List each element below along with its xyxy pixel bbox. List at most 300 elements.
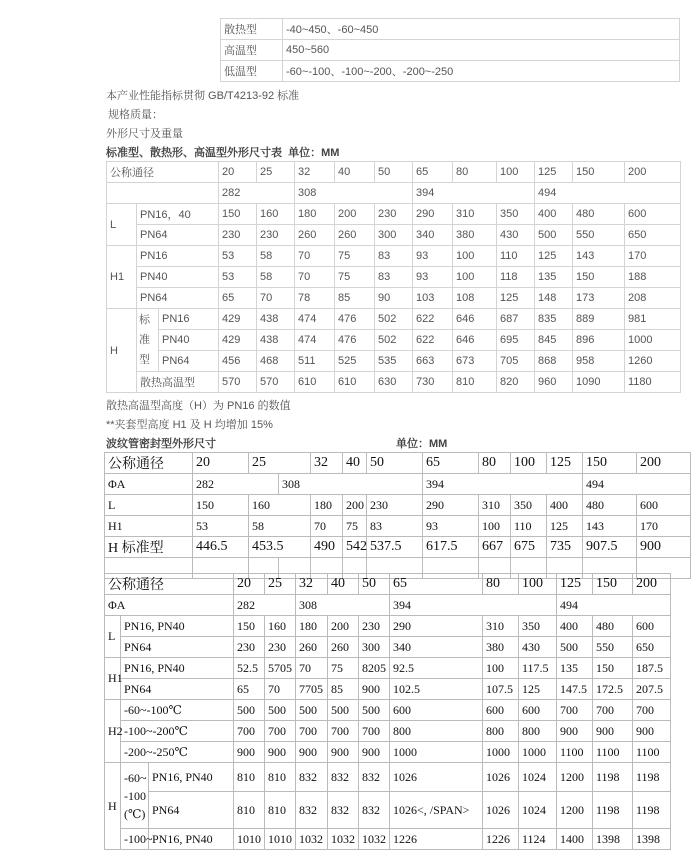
dn-cell: 25: [249, 453, 311, 474]
value-cell: 150: [219, 204, 257, 225]
dn-cell: 125: [535, 162, 573, 183]
phi-label: ΦA: [105, 474, 193, 495]
value-cell: 476: [335, 309, 375, 330]
table-row: [105, 516, 691, 537]
value-cell: 500: [557, 637, 593, 658]
value-cell: 230: [257, 225, 295, 246]
value-cell: 700: [633, 700, 671, 721]
value-cell: 100: [453, 267, 497, 288]
bellows-seal-table: [104, 452, 691, 579]
value-cell: 1398: [633, 829, 671, 850]
phi-cell: 494: [557, 595, 671, 616]
phi-cell: 308: [296, 595, 390, 616]
value-cell: 960: [535, 372, 573, 393]
value-cell: 70: [295, 246, 335, 267]
value-cell: 438: [257, 309, 295, 330]
value-cell: 700: [234, 721, 265, 742]
value-cell: 630: [375, 372, 413, 393]
table-row: [107, 351, 681, 372]
value-cell: 675: [511, 537, 547, 558]
phi-cell: 308: [279, 474, 423, 495]
standard-note: 本产业性能指标贯彻 GB/T4213-92 标准: [106, 90, 300, 102]
value-cell: 1200: [557, 792, 593, 829]
value-cell: 83: [367, 516, 423, 537]
value-cell: 550: [573, 225, 625, 246]
value-cell: 820: [497, 372, 535, 393]
value-cell: 889: [573, 309, 625, 330]
value-cell: 705: [497, 351, 535, 372]
table-row: [105, 453, 691, 474]
dn-cell: 65: [413, 162, 453, 183]
value-cell: 687: [497, 309, 535, 330]
table-row: [107, 246, 681, 267]
value-cell: 1032: [328, 829, 359, 850]
dn-cell: 32: [296, 574, 328, 595]
value-cell: 78: [295, 288, 335, 309]
value-cell: 453.5: [249, 537, 311, 558]
row-label: PN16: [137, 246, 219, 267]
row-label: PN40: [137, 267, 219, 288]
H1-label: H1: [107, 246, 137, 309]
value-cell: 900: [557, 721, 593, 742]
range-cell: 450~560: [283, 40, 680, 61]
value-cell: 70: [265, 679, 296, 700]
table-row: [107, 183, 681, 204]
value-cell: 845: [535, 330, 573, 351]
value-cell: 832: [296, 763, 328, 792]
table-row: [107, 372, 681, 393]
value-cell: 125: [519, 679, 557, 700]
value-cell: 260: [328, 637, 359, 658]
value-cell: 900: [296, 742, 328, 763]
value-cell: 730: [413, 372, 453, 393]
value-cell: 143: [583, 516, 637, 537]
value-cell: 380: [453, 225, 497, 246]
value-cell: 1100: [557, 742, 593, 763]
value-cell: 53: [193, 516, 249, 537]
H1-label: H1: [105, 516, 193, 537]
value-cell: 93: [413, 246, 453, 267]
phi-cell: 282: [193, 474, 279, 495]
value-cell: 100: [483, 658, 519, 679]
value-cell: 8205: [359, 658, 390, 679]
value-cell: 525: [335, 351, 375, 372]
table-row: [105, 829, 671, 850]
table-row: [105, 742, 671, 763]
row-label: PN64: [159, 351, 219, 372]
value-cell: 70: [257, 288, 295, 309]
value-cell: 200: [335, 204, 375, 225]
phi-cell: 394: [413, 183, 535, 204]
value-cell: 958: [573, 351, 625, 372]
dn-cell: 150: [573, 162, 625, 183]
dn-cell: 50: [367, 453, 423, 474]
value-cell: 1032: [296, 829, 328, 850]
value-cell: 147.5: [557, 679, 593, 700]
value-cell: 673: [453, 351, 497, 372]
value-cell: 480: [583, 495, 637, 516]
temperature-type-table: [220, 18, 680, 82]
value-cell: 430: [519, 637, 557, 658]
table-row: [107, 204, 681, 225]
value-cell: 500: [296, 700, 328, 721]
value-cell: 1026<, /SPAN>: [390, 792, 483, 829]
value-cell: 110: [497, 246, 535, 267]
value-cell: 1026: [483, 763, 519, 792]
value-cell: 868: [535, 351, 573, 372]
value-cell: 93: [413, 267, 453, 288]
value-cell: 430: [497, 225, 535, 246]
value-cell: 125: [535, 246, 573, 267]
table-row: [105, 721, 671, 742]
dn-cell: 125: [557, 574, 593, 595]
value-cell: 600: [637, 495, 691, 516]
value-cell: 981: [625, 309, 681, 330]
dn-cell: 100: [497, 162, 535, 183]
dn-cell: 200: [625, 162, 681, 183]
value-cell: 1124: [519, 829, 557, 850]
dn-cell: 150: [593, 574, 633, 595]
value-cell: 310: [483, 616, 519, 637]
value-cell: 476: [335, 330, 375, 351]
row-label: PN16, PN40: [149, 763, 234, 792]
value-cell: 832: [296, 792, 328, 829]
value-cell: 300: [359, 637, 390, 658]
table3-title: 波纹管密封型外形尺寸: [106, 438, 216, 450]
value-cell: 160: [257, 204, 295, 225]
value-cell: 400: [557, 616, 593, 637]
low-temperature-table: [104, 573, 671, 850]
value-cell: 570: [257, 372, 295, 393]
value-cell: 835: [535, 309, 573, 330]
value-cell: 646: [453, 330, 497, 351]
value-cell: 380: [483, 637, 519, 658]
value-cell: 907.5: [583, 537, 637, 558]
value-cell: 1198: [593, 763, 633, 792]
value-cell: 1026: [483, 792, 519, 829]
value-cell: 446.5: [193, 537, 249, 558]
value-cell: 1400: [557, 829, 593, 850]
type-cell: 高温型: [221, 40, 283, 61]
table-row: [107, 288, 681, 309]
value-cell: 542: [343, 537, 367, 558]
value-cell: 468: [257, 351, 295, 372]
value-cell: 53: [219, 267, 257, 288]
value-cell: 58: [257, 267, 295, 288]
value-cell: 260: [295, 225, 335, 246]
value-cell: 1198: [593, 792, 633, 829]
phi-cell: 394: [390, 595, 557, 616]
table-row: [107, 267, 681, 288]
value-cell: 1026: [390, 763, 483, 792]
value-cell: 700: [328, 721, 359, 742]
value-cell: 230: [265, 637, 296, 658]
value-cell: 832: [359, 763, 390, 792]
value-cell: 667: [479, 537, 511, 558]
row-label: -100~-200℃: [121, 721, 234, 742]
value-cell: 650: [633, 637, 671, 658]
temp-range-label: -60~ -100 (℃): [121, 763, 149, 829]
value-cell: 170: [637, 516, 691, 537]
value-cell: 400: [535, 204, 573, 225]
value-cell: 474: [295, 309, 335, 330]
value-cell: 500: [234, 700, 265, 721]
value-cell: 800: [390, 721, 483, 742]
row-label: -200~-250℃: [121, 742, 234, 763]
value-cell: 900: [328, 742, 359, 763]
value-cell: 350: [497, 204, 535, 225]
phi-cell: 394: [423, 474, 583, 495]
type-cell: 散热型: [221, 19, 283, 40]
dn-cell: 80: [453, 162, 497, 183]
value-cell: 200: [343, 495, 367, 516]
value-cell: 107.5: [483, 679, 519, 700]
table-row: [221, 19, 680, 40]
dn-cell: 65: [423, 453, 479, 474]
value-cell: 1100: [633, 742, 671, 763]
table-row: [105, 474, 691, 495]
value-cell: 260: [296, 637, 328, 658]
value-cell: 500: [359, 700, 390, 721]
value-cell: 1010: [265, 829, 296, 850]
value-cell: 1260: [625, 351, 681, 372]
value-cell: 810: [234, 763, 265, 792]
value-cell: 290: [423, 495, 479, 516]
value-cell: 832: [359, 792, 390, 829]
table2-title: 标准型、散热形、高温型外形尺寸表 单位：MM: [106, 147, 340, 159]
phi-cell: 282: [219, 183, 295, 204]
value-cell: 340: [413, 225, 453, 246]
value-cell: 207.5: [633, 679, 671, 700]
table-row: [105, 637, 671, 658]
value-cell: 75: [335, 246, 375, 267]
dn-cell: 25: [257, 162, 295, 183]
value-cell: 474: [295, 330, 335, 351]
value-cell: 456: [219, 351, 257, 372]
value-cell: 180: [295, 204, 335, 225]
value-cell: 5705: [265, 658, 296, 679]
value-cell: 150: [193, 495, 249, 516]
value-cell: 429: [219, 330, 257, 351]
value-cell: 188: [625, 267, 681, 288]
H-label: H: [107, 309, 137, 393]
value-cell: 535: [375, 351, 413, 372]
value-cell: 896: [573, 330, 625, 351]
row-label: PN64: [121, 637, 234, 658]
value-cell: 290: [413, 204, 453, 225]
table-row: [105, 763, 671, 792]
value-cell: 117.5: [519, 658, 557, 679]
range-cell: -60~-100、-100~-200、-200~-250: [283, 61, 680, 82]
value-cell: 700: [296, 721, 328, 742]
value-cell: 550: [593, 637, 633, 658]
value-cell: 230: [367, 495, 423, 516]
dn-cell: 40: [335, 162, 375, 183]
value-cell: 502: [375, 330, 413, 351]
value-cell: 700: [557, 700, 593, 721]
value-cell: 75: [335, 267, 375, 288]
value-cell: 480: [573, 204, 625, 225]
range-cell: -40~450、-60~450: [283, 19, 680, 40]
table-row: [105, 595, 671, 616]
temp-range-label: -100~: [121, 829, 149, 850]
dn-cell: 125: [547, 453, 583, 474]
value-cell: 85: [328, 679, 359, 700]
spec-quality-label: 规格质量：: [108, 109, 163, 121]
row-label: PN16: [159, 309, 219, 330]
value-cell: 600: [625, 204, 681, 225]
value-cell: 1000: [519, 742, 557, 763]
value-cell: 1024: [519, 763, 557, 792]
phi-label: ΦA: [105, 595, 234, 616]
dn-cell: 65: [390, 574, 483, 595]
value-cell: 480: [593, 616, 633, 637]
value-cell: 70: [296, 658, 328, 679]
value-cell: 1180: [625, 372, 681, 393]
value-cell: 600: [519, 700, 557, 721]
standard-dimensions-table: [106, 161, 681, 393]
value-cell: 1000: [390, 742, 483, 763]
dn-cell: 32: [311, 453, 343, 474]
value-cell: 173: [573, 288, 625, 309]
value-cell: 700: [593, 700, 633, 721]
value-cell: 135: [557, 658, 593, 679]
value-cell: 52.5: [234, 658, 265, 679]
value-cell: 208: [625, 288, 681, 309]
dn-cell: 100: [519, 574, 557, 595]
value-cell: 511: [295, 351, 335, 372]
table-row: [107, 225, 681, 246]
value-cell: 230: [219, 225, 257, 246]
value-cell: 143: [573, 246, 625, 267]
value-cell: 810: [265, 792, 296, 829]
value-cell: 700: [359, 721, 390, 742]
value-cell: 180: [311, 495, 343, 516]
dn-cell: 20: [234, 574, 265, 595]
value-cell: 900: [359, 742, 390, 763]
value-cell: 617.5: [423, 537, 479, 558]
value-cell: 650: [625, 225, 681, 246]
dn-cell: 20: [193, 453, 249, 474]
table-row: [105, 537, 691, 558]
H1-label: H1: [105, 658, 121, 700]
value-cell: 350: [511, 495, 547, 516]
value-cell: 800: [483, 721, 519, 742]
value-cell: 160: [249, 495, 311, 516]
value-cell: 310: [453, 204, 497, 225]
table-row: [105, 679, 671, 700]
value-cell: 7705: [296, 679, 328, 700]
value-cell: 125: [547, 516, 583, 537]
value-cell: 300: [375, 225, 413, 246]
note-jacket: **夹套型高度 H1 及 H 均增加 15%: [106, 419, 273, 431]
value-cell: 832: [328, 792, 359, 829]
value-cell: 125: [497, 288, 535, 309]
row-label: PN16，40: [137, 204, 219, 225]
value-cell: 75: [328, 658, 359, 679]
value-cell: 900: [633, 721, 671, 742]
value-cell: 1000: [625, 330, 681, 351]
phi-cell: 282: [234, 595, 296, 616]
value-cell: 502: [375, 309, 413, 330]
value-cell: 108: [453, 288, 497, 309]
value-cell: 1398: [593, 829, 633, 850]
value-cell: 92.5: [390, 658, 483, 679]
value-cell: 310: [479, 495, 511, 516]
value-cell: 537.5: [367, 537, 423, 558]
phi-label-empty: [107, 183, 219, 204]
value-cell: 187.5: [633, 658, 671, 679]
value-cell: 700: [265, 721, 296, 742]
dn-label: 公称通径: [107, 162, 219, 183]
value-cell: 230: [359, 616, 390, 637]
value-cell: 900: [593, 721, 633, 742]
value-cell: 230: [234, 637, 265, 658]
value-cell: 622: [413, 330, 453, 351]
value-cell: 110: [511, 516, 547, 537]
value-cell: 70: [295, 267, 335, 288]
dn-cell: 20: [219, 162, 257, 183]
value-cell: 1226: [483, 829, 519, 850]
value-cell: 810: [453, 372, 497, 393]
table-row: [105, 700, 671, 721]
value-cell: 810: [265, 763, 296, 792]
table-row: [105, 574, 671, 595]
value-cell: 1000: [483, 742, 519, 763]
value-cell: 290: [390, 616, 483, 637]
dn-cell: 200: [633, 574, 671, 595]
table-row: [107, 309, 681, 330]
table-row: [221, 61, 680, 82]
value-cell: 610: [295, 372, 335, 393]
table-row: [221, 40, 680, 61]
value-cell: 570: [219, 372, 257, 393]
value-cell: 172.5: [593, 679, 633, 700]
dn-cell: 40: [328, 574, 359, 595]
H2-label: H2: [105, 700, 121, 763]
value-cell: 93: [423, 516, 479, 537]
value-cell: 810: [234, 792, 265, 829]
value-cell: 1226: [390, 829, 483, 850]
row-label: PN16, PN40: [121, 658, 234, 679]
value-cell: 600: [390, 700, 483, 721]
value-cell: 100: [479, 516, 511, 537]
dn-label: 公称通径: [105, 574, 234, 595]
value-cell: 400: [547, 495, 583, 516]
L-label: L: [107, 204, 137, 246]
standard-type-label: 标 准 型: [137, 309, 159, 372]
value-cell: 800: [519, 721, 557, 742]
row-label: PN64: [137, 288, 219, 309]
value-cell: 832: [328, 763, 359, 792]
value-cell: 610: [335, 372, 375, 393]
value-cell: 85: [335, 288, 375, 309]
dn-cell: 80: [483, 574, 519, 595]
value-cell: 1200: [557, 763, 593, 792]
row-label: PN64: [149, 792, 234, 829]
phi-cell: 308: [295, 183, 413, 204]
value-cell: 429: [219, 309, 257, 330]
value-cell: 1032: [359, 829, 390, 850]
dn-cell: 40: [343, 453, 367, 474]
value-cell: 1100: [593, 742, 633, 763]
type-cell: 低温型: [221, 61, 283, 82]
value-cell: 90: [375, 288, 413, 309]
value-cell: 900: [265, 742, 296, 763]
value-cell: 646: [453, 309, 497, 330]
value-cell: 150: [234, 616, 265, 637]
table-row: [105, 616, 671, 637]
